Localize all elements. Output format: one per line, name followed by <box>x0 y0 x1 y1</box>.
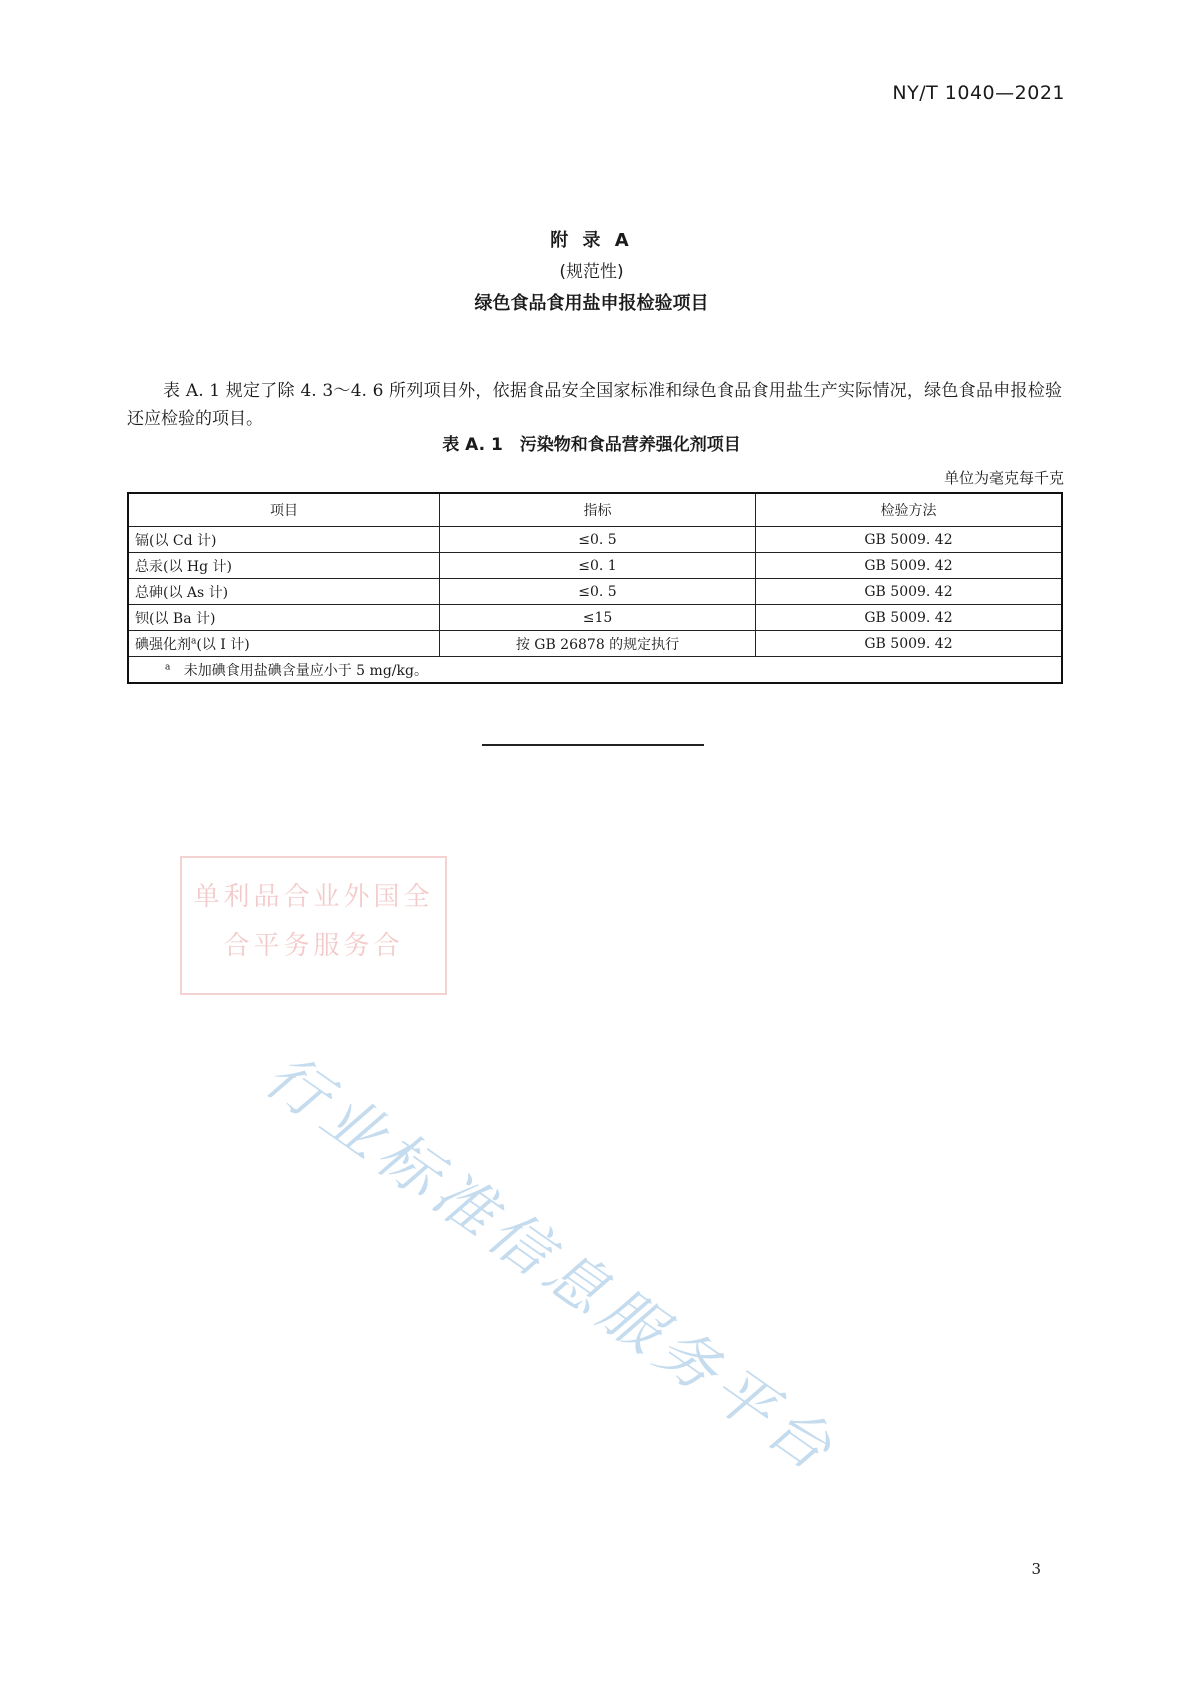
cell-item-suffix: (以 I 计) <box>196 636 250 653</box>
inspection-items-table <box>127 492 1063 684</box>
stamp-line-2: 合平务服务合 <box>223 931 404 961</box>
watermark: 行业标准信息服务平台 <box>252 1040 850 1489</box>
cell-item: 钡(以 Ba 计) <box>128 605 440 631</box>
cell-method: GB 5009. 42 <box>756 579 1063 605</box>
header-item: 项目 <box>128 493 440 527</box>
appendix-heading <box>0 232 1183 313</box>
cell-item <box>128 631 440 657</box>
footnote-text: 未加碘食用盐碘含量应小于 5 mg/kg。 <box>183 662 428 679</box>
cell-method: GB 5009. 42 <box>756 605 1063 631</box>
appendix-name: 绿色食品食用盐申报检验项目 <box>474 293 709 314</box>
cell-item: 总砷(以 As 计) <box>128 579 440 605</box>
footnote-ref: a <box>191 635 197 646</box>
table-footnote-row <box>128 657 1062 684</box>
cell-indicator: ≤0. 5 <box>440 579 756 605</box>
table-footnote <box>128 657 1062 684</box>
cell-indicator: ≤0. 1 <box>440 553 756 579</box>
stamp-line-1: 单利品合业外国全 <box>193 882 434 912</box>
page-number: 3 <box>1031 1560 1041 1578</box>
cell-item-text: 碘强化剂 <box>135 636 191 653</box>
intro-paragraph: 表 A. 1 规定了除 4. 3～4. 6 所列项目外，依据食品安全国家标准和绿色食品食用盐生产实际情况，绿色食品申报检验还应检验的项目。 <box>127 381 1062 429</box>
unit-note: 单位为毫克每千克 <box>943 469 1064 487</box>
table-row <box>128 605 1062 631</box>
table-row <box>128 631 1062 657</box>
table-row <box>128 527 1062 553</box>
standard-code: NY/T 1040—2021 <box>892 82 1065 104</box>
cell-item: 总汞(以 Hg 计) <box>128 553 440 579</box>
appendix-type: (规范性) <box>559 262 624 282</box>
end-divider <box>482 744 704 746</box>
table-header-row <box>128 493 1062 527</box>
table-row <box>128 553 1062 579</box>
cell-method: GB 5009. 42 <box>756 631 1063 657</box>
cell-indicator: ≤15 <box>440 605 756 631</box>
stamp-seal <box>180 856 447 995</box>
cell-indicator: ≤0. 5 <box>440 527 756 553</box>
header-indicator: 指标 <box>440 493 756 527</box>
appendix-title: 附 录 A <box>550 230 633 251</box>
cell-item: 镉(以 Cd 计) <box>128 527 440 553</box>
footnote-mark: a <box>165 661 171 672</box>
table-row <box>128 579 1062 605</box>
cell-indicator: 按 GB 26878 的规定执行 <box>440 631 756 657</box>
cell-method: GB 5009. 42 <box>756 553 1063 579</box>
cell-method: GB 5009. 42 <box>756 527 1063 553</box>
table-title: 表 A. 1 污染物和食品营养强化剂项目 <box>442 435 741 455</box>
header-method: 检验方法 <box>756 493 1063 527</box>
